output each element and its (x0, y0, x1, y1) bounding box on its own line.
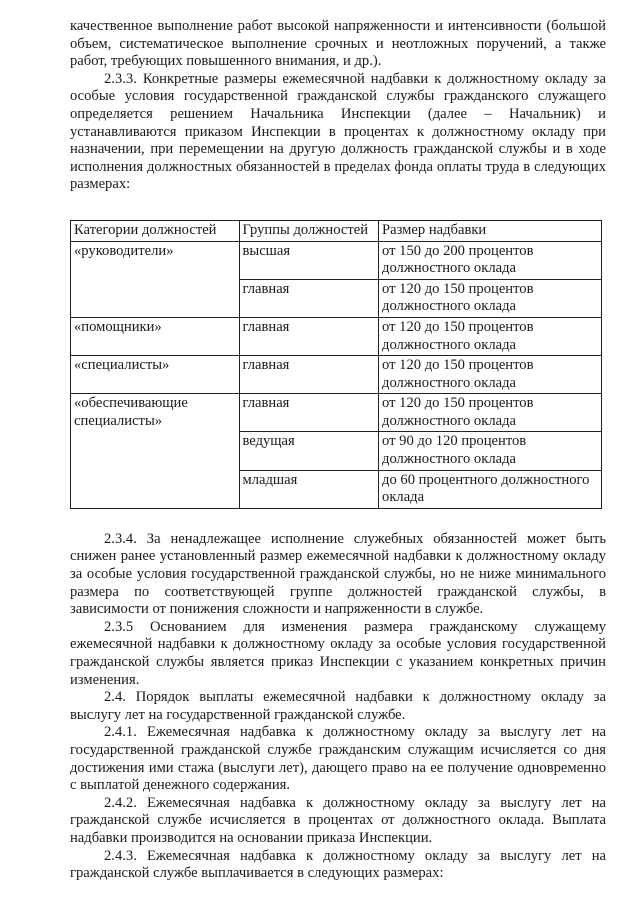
paragraph-2-3-3: 2.3.3. Конкретные размеры ежемесячной надбавки к должностному окладу за особые условия государственной гражданской службы гражданского служащего определяется решением Начальника Инспекции (далее – Начальник) и устанавливаются приказом Инспекции в процентах к должностному окладу при назначении, при перемещении на другую должность гражданской службы и в ходе исполнения должностных обязанностей в пределах фонда оплаты труда в следующих размерах: (70, 70, 606, 193)
table-row (71, 394, 602, 432)
paragraph-2-4-2: 2.4.2. Ежемесячная надбавка к должностному окладу за выслугу лет на гражданской службе исчисляется в процентах от должностного оклада. Выплата надбавки производится на основании приказа Инспекции. (70, 794, 606, 846)
allowance-table (70, 220, 602, 509)
cell-category: «обеспечивающие специалисты» (71, 394, 240, 509)
table-header-row (71, 220, 602, 241)
cell-group: ведущая (239, 432, 379, 470)
paragraph-2-4-1: 2.4.1. Ежемесячная надбавка к должностному окладу за выслугу лет на государственной гражданской службе гражданским служащим исчисляется со дня достижения ими стажа (выслуги лет), дающего право на ее получение одновременно с выплатой денежного содержания. (70, 724, 606, 794)
cell-size: от 120 до 150 процентов должностного оклада (379, 317, 602, 355)
paragraph-2-3-5: 2.3.5 Основанием для изменения размера гражданскому служащему ежемесячной надбавки к должностному окладу за особые условия государственной гражданской службы является приказ Инспекции с указанием конкретных причин изменения. (70, 618, 606, 688)
cell-group: главная (239, 279, 379, 317)
header-group: Группы должностей (239, 220, 379, 241)
cell-group: главная (239, 317, 379, 355)
document-page (70, 18, 606, 883)
table-row (71, 317, 602, 355)
cell-size: от 120 до 150 процентов должностного оклада (379, 356, 602, 394)
cell-category: «специалисты» (71, 356, 240, 394)
paragraph-intensity-continuation: качественное выполнение работ высокой напряженности и интенсивности (большой объем, систематическое выполнение срочных и неотложных поручений, а также работ, требующих повышенного внимания, и др.). (70, 18, 606, 70)
cell-group: главная (239, 356, 379, 394)
table-row (71, 241, 602, 279)
cell-group: главная (239, 394, 379, 432)
paragraph-2-4: 2.4. Порядок выплаты ежемесячной надбавки к должностному окладу за выслугу лет на государственной гражданской службе. (70, 689, 606, 723)
header-category: Категории должностей (71, 220, 240, 241)
paragraph-2-3-4: 2.3.4. За ненадлежащее исполнение служебных обязанностей может быть снижен ранее установленный размер ежемесячной надбавки к должностному окладу за особые условия государственной гражданской службы, но не ниже минимального размера по соответствующей группе должностей гражданской службы, в зависимости от понижения сложности и напряженности в службе. (70, 530, 606, 618)
cell-category: «помощники» (71, 317, 240, 355)
cell-group: высшая (239, 241, 379, 279)
cell-size: до 60 процентного должностного оклада (379, 470, 602, 508)
header-size: Размер надбавки (379, 220, 602, 241)
cell-category: «руководители» (71, 241, 240, 317)
cell-size: от 120 до 150 процентов должностного оклада (379, 394, 602, 432)
cell-size: от 120 до 150 процентов должностного оклада (379, 279, 602, 317)
cell-size: от 150 до 200 процентов должностного оклада (379, 241, 602, 279)
cell-size: от 90 до 120 процентов должностного оклада (379, 432, 602, 470)
paragraph-2-4-3: 2.4.3. Ежемесячная надбавка к должностному окладу за выслугу лет на гражданской службе выплачивается в следующих размерах: (70, 847, 606, 882)
cell-group: младшая (239, 470, 379, 508)
table-row (71, 356, 602, 394)
